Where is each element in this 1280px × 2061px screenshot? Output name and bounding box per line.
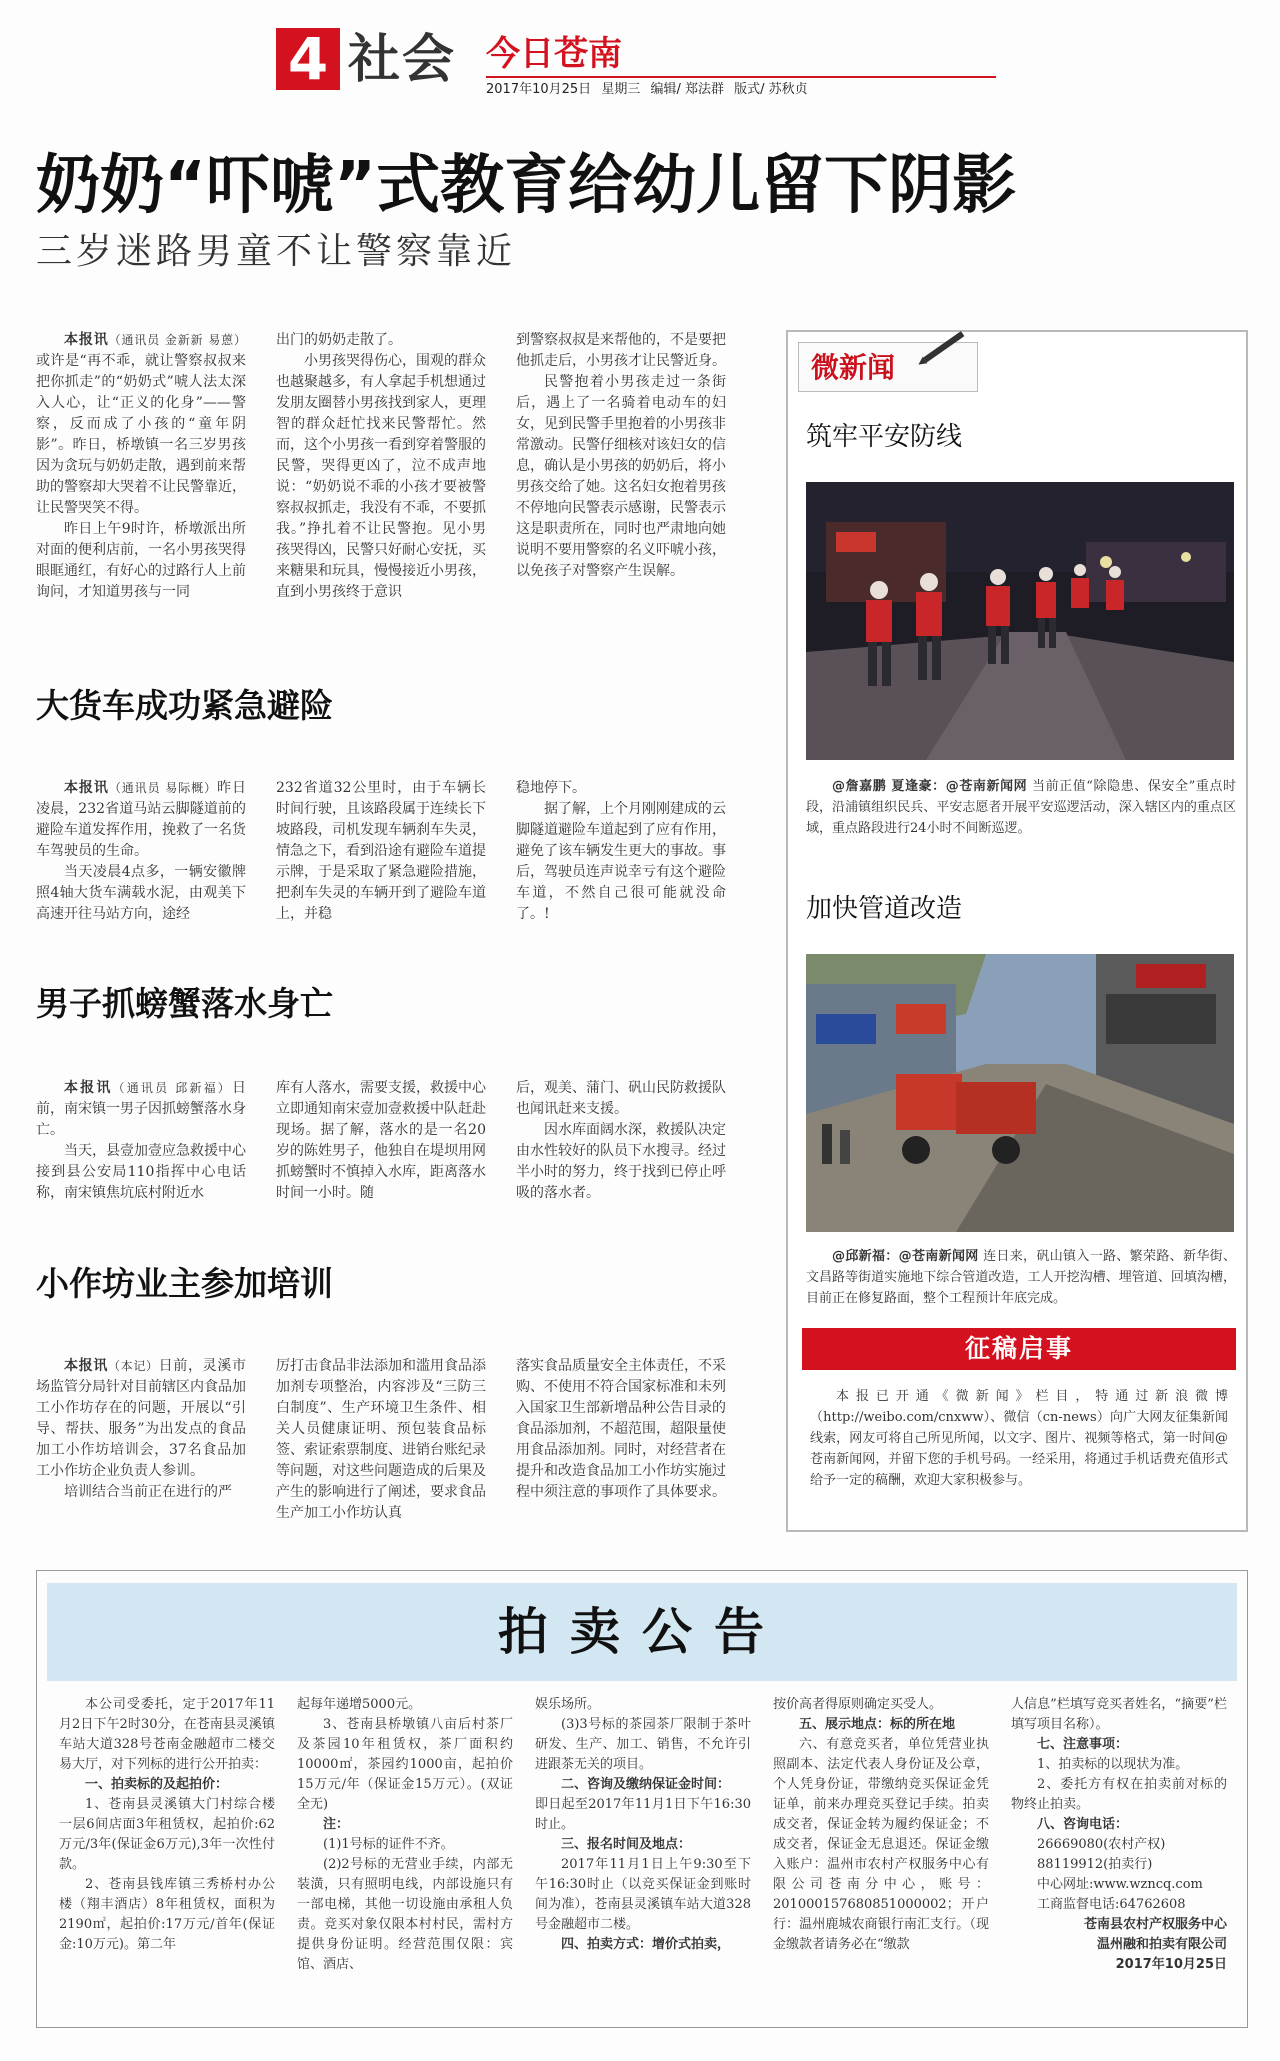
dateline: 本报讯 — [64, 1358, 108, 1374]
article-column — [36, 778, 246, 925]
auction-paragraph: 1、拍卖标的以现状为准。 — [1037, 1757, 1189, 1772]
paragraph — [36, 778, 246, 862]
auction-section-heading: 八、咨询电话： — [1037, 1817, 1129, 1832]
story3-title: 男子抓螃蟹落水身亡 — [36, 984, 333, 1023]
story4-body — [36, 1356, 726, 1524]
paragraph-text: 到警察叔叔是来帮他的，不是要把他抓走后，小男孩才让民警近身。 — [516, 332, 726, 369]
paragraph — [516, 778, 726, 799]
auction-column — [59, 1695, 275, 1975]
article-column — [36, 1078, 246, 1204]
auction-section-heading: 二、咨询及缴纳保证金时间： — [561, 1777, 731, 1792]
auction-column — [1011, 1695, 1227, 1975]
auction-paragraph: 26669080(农村产权) — [1037, 1837, 1166, 1852]
call-for-submissions-text: 本报已开通《微新闻》栏目，特通过新浪微博（http://weibo.com/cnxww）、微信（cn-news）向广大网友征集新闻线索，网友可将自己所见所闻，以文字、图片、视频等格式，第一时间@苍南新闻网，并留下您的手机号码。一经采用，将通过手机话费充值形式给予一定的稿酬，欢迎大家积极参与。 — [810, 1389, 1228, 1488]
paragraph-text: 培训结合当前正在进行的严 — [64, 1484, 232, 1500]
paragraph — [36, 1078, 246, 1141]
auction-signature: 苍南县农村产权服务中心 — [1083, 1917, 1227, 1932]
auction-title: 拍卖公告 — [498, 1603, 786, 1661]
issue-date: 2017年10月25日 — [486, 82, 592, 97]
paragraph-text: 昨日上午9时许，桥墩派出所对面的便利店前，一名小男孩哭得眼眶通红，有好心的过路行人上前询问，才知道男孩与一同 — [36, 521, 246, 600]
paragraph — [36, 1482, 246, 1503]
designer-credit: 版式/ 苏秋贞 — [734, 82, 808, 97]
auction-paragraph: 人信息”栏填写竞买者姓名，“摘要”栏填写项目名称）。 — [1011, 1697, 1227, 1732]
byline: （本记） — [108, 1359, 159, 1373]
paragraph-text: 出门的奶奶走散了。 — [276, 332, 402, 348]
paragraph — [36, 330, 246, 519]
dateline: 本报讯 — [64, 1080, 113, 1096]
dateline: 本报讯 — [64, 332, 109, 348]
auction-paragraph: (2)2号标的无营业手续，内部无装潢，只有照明电线，内部设施只有一部电梯，其他一切设施由承租人负责。竞买对象仅限本村村民，需村方提供身份证明。经营范围仅限：宾馆、酒店、 — [297, 1857, 513, 1972]
paragraph-text: 库有人落水，需要支援，救援中心立即通知南宋壹加壹救援中队赶赴现场。据了解，落水的是一名20岁的陈姓男子，他独自在堤坝用网抓螃蟹时不慎掉入水库，距离落水时间一小时。随 — [276, 1080, 486, 1201]
paragraph-text: 后，观美、蒲门、矾山民防救援队也闻讯赶来支援。 — [516, 1080, 726, 1117]
paragraph-text: 据了解，上个月刚刚建成的云脚隧道避险车道起到了应有作用，避免了该车辆发生更大的事故。事后，驾驶员连声说幸亏有这个避险车道，不然自己很可能就没命了。! — [516, 801, 726, 922]
paragraph — [276, 778, 486, 925]
paragraph — [276, 351, 486, 603]
article-column — [516, 778, 726, 925]
article-column — [276, 1356, 486, 1524]
paragraph — [276, 330, 486, 351]
story2-title: 大货车成功紧急避险 — [36, 686, 333, 725]
auction-signature: 2017年10月25日 — [1115, 1957, 1227, 1972]
auction-paragraph: (1)1号标的证件不齐。 — [323, 1837, 454, 1852]
auction-paragraph: 88119912(拍卖行) — [1037, 1857, 1153, 1872]
article-column — [276, 778, 486, 925]
issue-weekday: 星期三 — [601, 82, 641, 97]
auction-paragraph: 中心网址:www.wzncq.com — [1037, 1877, 1203, 1892]
paragraph — [516, 1120, 726, 1204]
auction-section-heading: 五、展示地点：标的所在地 — [799, 1717, 956, 1732]
paragraph — [36, 862, 246, 925]
auction-paragraph: (3)3号标的茶园茶厂限制于茶叶研发、生产、加工、销售，不允许引进跟茶无关的项目。 — [535, 1717, 751, 1772]
story3-body — [36, 1078, 726, 1204]
auction-paragraph: 按价高者得原则确定买受人。 — [773, 1697, 943, 1712]
paragraph — [516, 372, 726, 582]
article-column — [516, 1078, 726, 1204]
paragraph — [36, 519, 246, 603]
auction-section-heading: 一、拍卖标的及起拍价： — [85, 1777, 229, 1792]
byline: （通讯员 金新新 易蒽） — [108, 333, 246, 347]
paragraph-text: 稳地停下。 — [516, 780, 586, 796]
paragraph-text: 当天凌晨4点多，一辆安徽牌照4轴大货车满载水泥，由观美下高速开往马站方向，途经 — [36, 864, 246, 922]
auction-banner — [47, 1583, 1237, 1681]
paragraph-text: 落实食品质量安全主体责任，不采购、不使用不符合国家标准和未列入国家卫生部新增品种公告目录的食品添加剂，不超范围，超限量使用食品添加剂。同时，对经营者在提升和改造食品加工小作坊实施过程中须注意的事项作了具体要求。 — [516, 1358, 726, 1500]
paragraph — [36, 1141, 246, 1204]
paragraph — [516, 799, 726, 925]
auction-notice — [36, 1570, 1248, 2028]
paragraph — [516, 1078, 726, 1120]
paragraph-text: 或许是“再不乖，就让警察叔叔来把你抓走”的“奶奶式”唬人法太深入人心，让“正义的化身”——警察，反而成了小孩的“童年阴影”。昨日，桥墩镇一名三岁男孩因为贪玩与奶奶走散，遇到前来帮助的警察却大哭着不让民警靠近，让民警哭笑不得。 — [36, 353, 246, 516]
paragraph-text: 日前，灵溪市场监管分局针对目前辖区内食品加工小作坊存在的问题，开展以“引导、帮扶、服务”为出发点的食品加工小作坊培训会，37名食品加工小作坊企业负责人参训。 — [36, 1358, 246, 1479]
lead-story-body — [36, 330, 726, 603]
paragraph-text: 因水库面阔水深，救援队决定由水性较好的队员下水搜寻。经过半小时的努力，终于找到已停止呼吸的落水者。 — [516, 1122, 726, 1201]
story2-body — [36, 778, 726, 925]
micro-news-label — [798, 342, 978, 392]
lead-subhead: 三岁迷路男童不让警察靠近 — [36, 231, 517, 272]
auction-signature: 温州融和拍卖有限公司 — [1096, 1937, 1227, 1952]
masthead-rule — [486, 76, 996, 78]
newspaper-logo: 今日苍南 — [486, 34, 622, 74]
paragraph-text: 日前，南宋镇一男子因抓螃蟹落水身亡。 — [36, 1080, 246, 1138]
auction-paragraph: 本公司受委托，定于2017年11月2日下午2时30分，在苍南县灵溪镇车站大道328号苍南金融超市二楼交易大厅，对下列标的进行公开拍卖： — [59, 1697, 275, 1772]
article-column — [36, 330, 246, 603]
paragraph-text: 昨日凌晨，232省道马站云脚隧道前的避险车道发挥作用，挽救了一名货车驾驶员的生命。 — [36, 780, 246, 859]
micro-news-heading-1: 筑牢平安防线 — [806, 422, 963, 452]
paragraph-text: 民警抱着小男孩走过一条街后，遇上了一名骑着电动车的妇女，见到民警手里抱着的小男孩非常激动。民警仔细核对该妇女的信息，确认是小男孩的奶奶后，将小男孩交给了她。这名妇女抱着男孩不停地向民警表示感谢，民警表示这是职责所在，同时也严肃地向她说明不要用警察的名义吓唬小孩，以免孩子对警察产生误解。 — [516, 374, 726, 579]
paragraph-text: 厉打击食品非法添加和滥用食品添加剂专项整治，内容涉及“三防三白制度”、生产环境卫生条件、相关人员健康证明、预包装食品标签、索证索票制度、进销台账纪录等问题，对这些问题造成的后果及产生的影响进行了阐述，要求食品生产加工小作坊认真 — [276, 1358, 486, 1521]
auction-paragraph: 娱乐场所。 — [535, 1697, 601, 1712]
auction-paragraph: 2、苍南县钱库镇三秀桥村办公楼（翔丰酒店）8年租赁权，面积为2190㎡，起拍价:17万元/首年(保证金:10万元)。第二年 — [59, 1877, 275, 1952]
masthead-meta — [486, 82, 814, 98]
paragraph — [276, 1078, 486, 1204]
section-name: 社会 — [348, 30, 457, 90]
article-column — [516, 330, 726, 603]
patrol-caption-credit: @詹嘉鹏 夏逢豪：@苍南新闻网 — [832, 779, 1028, 794]
paragraph-text: 当天，县壹加壹应急救援中心接到县公安局110指挥中心电话称，南宋镇焦坑底村附近水 — [36, 1143, 246, 1201]
byline: （通讯员 邱新福） — [112, 1081, 232, 1095]
auction-paragraph: 2、委托方有权在拍卖前对标的物终止拍卖。 — [1011, 1777, 1227, 1812]
pipeline-caption — [806, 1246, 1236, 1309]
pipeline-photo — [806, 954, 1234, 1232]
auction-paragraph: 起每年递增5000元。 — [297, 1697, 422, 1712]
paragraph — [516, 330, 726, 372]
paragraph-text: 232省道32公里时，由于车辆长时间行驶，且该路段属于连续长下坡路段，司机发现车辆刹车失灵，情急之下，看到沿途有避险车道提示牌，于是采取了紧急避险措施，把刹车失灵的车辆开到了避险车道上，并稳 — [276, 780, 486, 922]
article-column — [276, 1078, 486, 1204]
micro-news-heading-2: 加快管道改造 — [806, 894, 963, 924]
patrol-caption-text: 当前正值“除隐患、保安全”重点时段，沿浦镇组织民兵、平安志愿者开展平安巡逻活动，深入辖区内的重点区域，重点路段进行24小时不间断巡逻。 — [806, 779, 1237, 836]
paragraph-text: 小男孩哭得伤心，围观的群众也越聚越多，有人拿起手机想通过发朋友圈替小男孩找到家人，更理智的群众赶忙找来民警帮忙。然而，这个小男孩一看到穿着警服的民警，哭得更凶了，泣不成声地说：“奶奶说不乖的小孩才要被警察叔叔抓走，我没有不乖，不要抓我。”挣扎着不让民警抱。见小男孩哭得凶，民警只好耐心安抚，买来糖果和玩具，慢慢接近小男孩，直到小男孩终于意识 — [276, 353, 486, 600]
paragraph — [276, 1356, 486, 1524]
micro-news-label-text: 微新闻 — [811, 351, 896, 384]
article-column — [516, 1356, 726, 1524]
byline: （通讯员 易际概） — [108, 781, 218, 795]
pipeline-caption-text: 连日来，矾山镇入一路、繁荣路、新华街、文昌路等街道实施地下综合管道改造，工人开挖沟槽、埋管道、回填沟槽，目前正在修复路面，整个工程预计年底完成。 — [806, 1249, 1236, 1306]
patrol-caption — [806, 776, 1236, 839]
auction-paragraph: 3、苍南县桥墩镇八亩后村茶厂及茶园10年租赁权，茶厂面积约10000㎡，茶园约1000亩，起拍价15万元/年（保证金15万元）。(双证全无) — [297, 1717, 513, 1812]
auction-paragraph: 2017年11月1日上午9:30至下午16:30时止（以竞买保证金到账时间为准），苍南县灵溪镇车站大道328号金融超市二楼。 — [535, 1857, 751, 1932]
page-number: 4 — [276, 28, 340, 90]
article-column — [276, 330, 486, 603]
masthead — [276, 24, 996, 96]
auction-paragraph: 1、苍南县灵溪镇大门村综合楼一层6间店面3年租赁权，起拍价:62万元/3年(保证金6万元),3年一次性付款。 — [59, 1797, 275, 1872]
auction-section-heading: 三、报名时间及地点： — [561, 1837, 692, 1852]
pipeline-caption-credit: @邱新福：@苍南新闻网 — [832, 1249, 979, 1264]
dateline: 本报讯 — [64, 780, 109, 796]
pen-icon — [923, 331, 964, 362]
auction-column — [297, 1695, 513, 1975]
editor-credit: 编辑/ 郑法群 — [650, 82, 724, 97]
auction-column — [535, 1695, 751, 1975]
paragraph — [516, 1356, 726, 1503]
article-column — [36, 1356, 246, 1524]
auction-section-heading: 七、注意事项： — [1037, 1737, 1129, 1752]
paragraph — [36, 1356, 246, 1482]
call-for-submissions-banner: 征稿启事 — [802, 1328, 1236, 1370]
auction-paragraph: 六、有意竞买者，单位凭营业执照副本、法定代表人身份证及公章，个人凭身份证，带缴纳竞买保证金凭证单，前来办理竞买登记手续。拍卖成交者，保证金转为履约保证金；不成交者，保证金无息退还。保证金缴入账户：温州市农村产权服务中心有限公司苍南分中心，账号：201000157680851000002；开户行：温州鹿城农商银行南汇支行。（现金缴款者请务必在“缴款 — [773, 1737, 989, 1952]
auction-section-heading: 注： — [323, 1817, 350, 1832]
auction-body — [59, 1695, 1227, 1975]
auction-column — [773, 1695, 989, 1975]
auction-section-heading: 四、拍卖方式：增价式拍卖， — [561, 1937, 731, 1952]
auction-paragraph: 工商监督电话:64762608 — [1037, 1897, 1186, 1912]
micro-news-sidebar — [786, 330, 1248, 1532]
auction-paragraph: 即日起至2017年11月1日下午16:30时止。 — [535, 1797, 751, 1832]
patrol-photo — [806, 482, 1234, 760]
story4-title: 小作坊业主参加培训 — [36, 1264, 333, 1303]
lead-headline: 奶奶“吓唬”式教育给幼儿留下阴影 — [36, 149, 1017, 223]
